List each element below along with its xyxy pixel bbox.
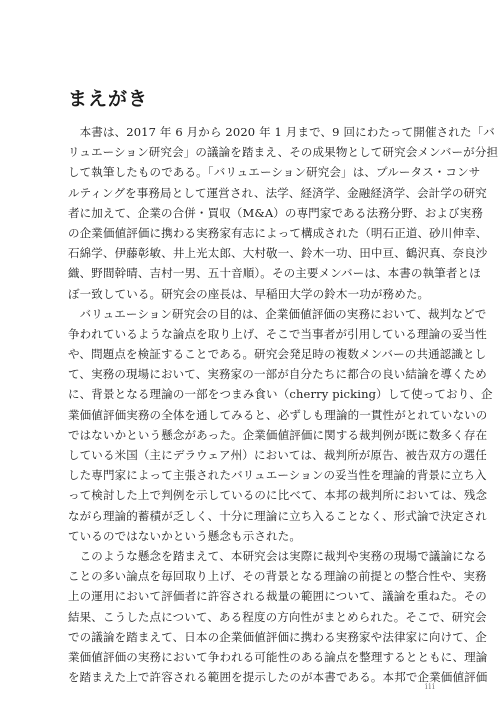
text-line: 石綿学、伊藤彰敏、井上光太郎、大村敬一、鈴木一功、田中亘、鶴沢真、奈良沙 — [68, 246, 488, 261]
text-line: している米国（主にデラウェア州）においては、裁判所が原告、被告双方の選任 — [68, 448, 487, 462]
text-line: 争われているような論点を取り上げ、そこで当事者が引用している理論の妥当性 — [68, 326, 487, 341]
text-line: 上の運用において評価者に許容される裁量の範囲について、議論を重ねた。その — [68, 589, 487, 604]
text-line: 織、野間幹晴、吉村一男、五十音順）。その主要メンバーは、本書の執筆者とほ — [68, 266, 481, 281]
text-line: ことの多い論点を毎回取り上げ、その背景となる理論の前提との整合性や、実務 — [68, 569, 487, 584]
text-line: ぼ一致している。研究会の座長は、早稲田大学の鈴木一功が務めた。 — [68, 286, 430, 301]
text-line: バリュエーション研究会の目的は、企業価値評価の実務において、裁判などで — [68, 306, 487, 321]
text-line: して執筆したものである。「バリュエーション研究会」は、プルータス・コンサ — [68, 165, 481, 180]
text-line: ながら理論的蓄積が乏しく、十分に理論に立ち入ることなく、形式論で決定され — [68, 508, 487, 523]
text-line: に、背景となる理論の一部をつまみ食い（cherry picking）して使っており、企 — [68, 387, 493, 402]
text-line: リュエーション研究会」の議論を踏まえ、その成果物として研究会メンバーが分担 — [68, 145, 499, 160]
text-line: での議論を踏まえて、日本の企業価値評価に携わる実務家や法律家に向けて、企 — [68, 629, 487, 644]
text-line: の企業価値評価に携わる実務家有志によって構成された（明石正道、砂川伸幸、 — [68, 225, 488, 240]
page-number: iii — [425, 682, 436, 691]
text-line: した専門家によって主張されたバリュエーションの妥当性を理論的背景に立ち入 — [68, 468, 487, 483]
text-line: 業価値評価実務の全体を通してみると、必ずしも理論的一貫性がとれていないの — [68, 407, 488, 422]
text-line: 業価値評価の実務において争われる可能性のある論点を整理するとともに、理論 — [68, 649, 488, 664]
text-line: て、実務の現場において、実務家の一部が自分たちに都合の良い結論を導くため — [68, 367, 487, 382]
text-line: ではないかという懸念があった。企業価値評価に関する裁判例が既に数多く存在 — [68, 427, 488, 442]
text-line: や、問題点を検証することである。研究会発足時の複数メンバーの共通認識とし — [68, 347, 487, 362]
text-line: ルティングを事務局として運営され、法学、経済学、金融経済学、会計学の研究 — [68, 185, 487, 200]
text-line: を踏まえた上で許容される範囲を提示したのが本書である。本邦で企業価値評価 — [68, 670, 488, 685]
text-line: ているのではないかという懸念も示された。 — [68, 528, 301, 543]
text-line: って検討した上で判例を示しているのに比べて、本邦の裁判所においては、残念 — [68, 488, 488, 503]
page-heading: まえがき — [68, 88, 149, 110]
text-line: 本書は、2017 年 6 月から 2020 年 1 月まで、9 回にわたって開催された「バ — [68, 125, 495, 139]
text-line: 者に加えて、企業の合併・買収（M&A）の専門家である法務分野、および実務 — [68, 205, 483, 220]
text-line: 結果、こうした点について、ある程度の方向性がまとめられた。そこで、研究会 — [68, 609, 487, 624]
text-line: このような懸念を踏まえて、本研究会は実際に裁判や実務の現場で議論になる — [68, 548, 488, 563]
